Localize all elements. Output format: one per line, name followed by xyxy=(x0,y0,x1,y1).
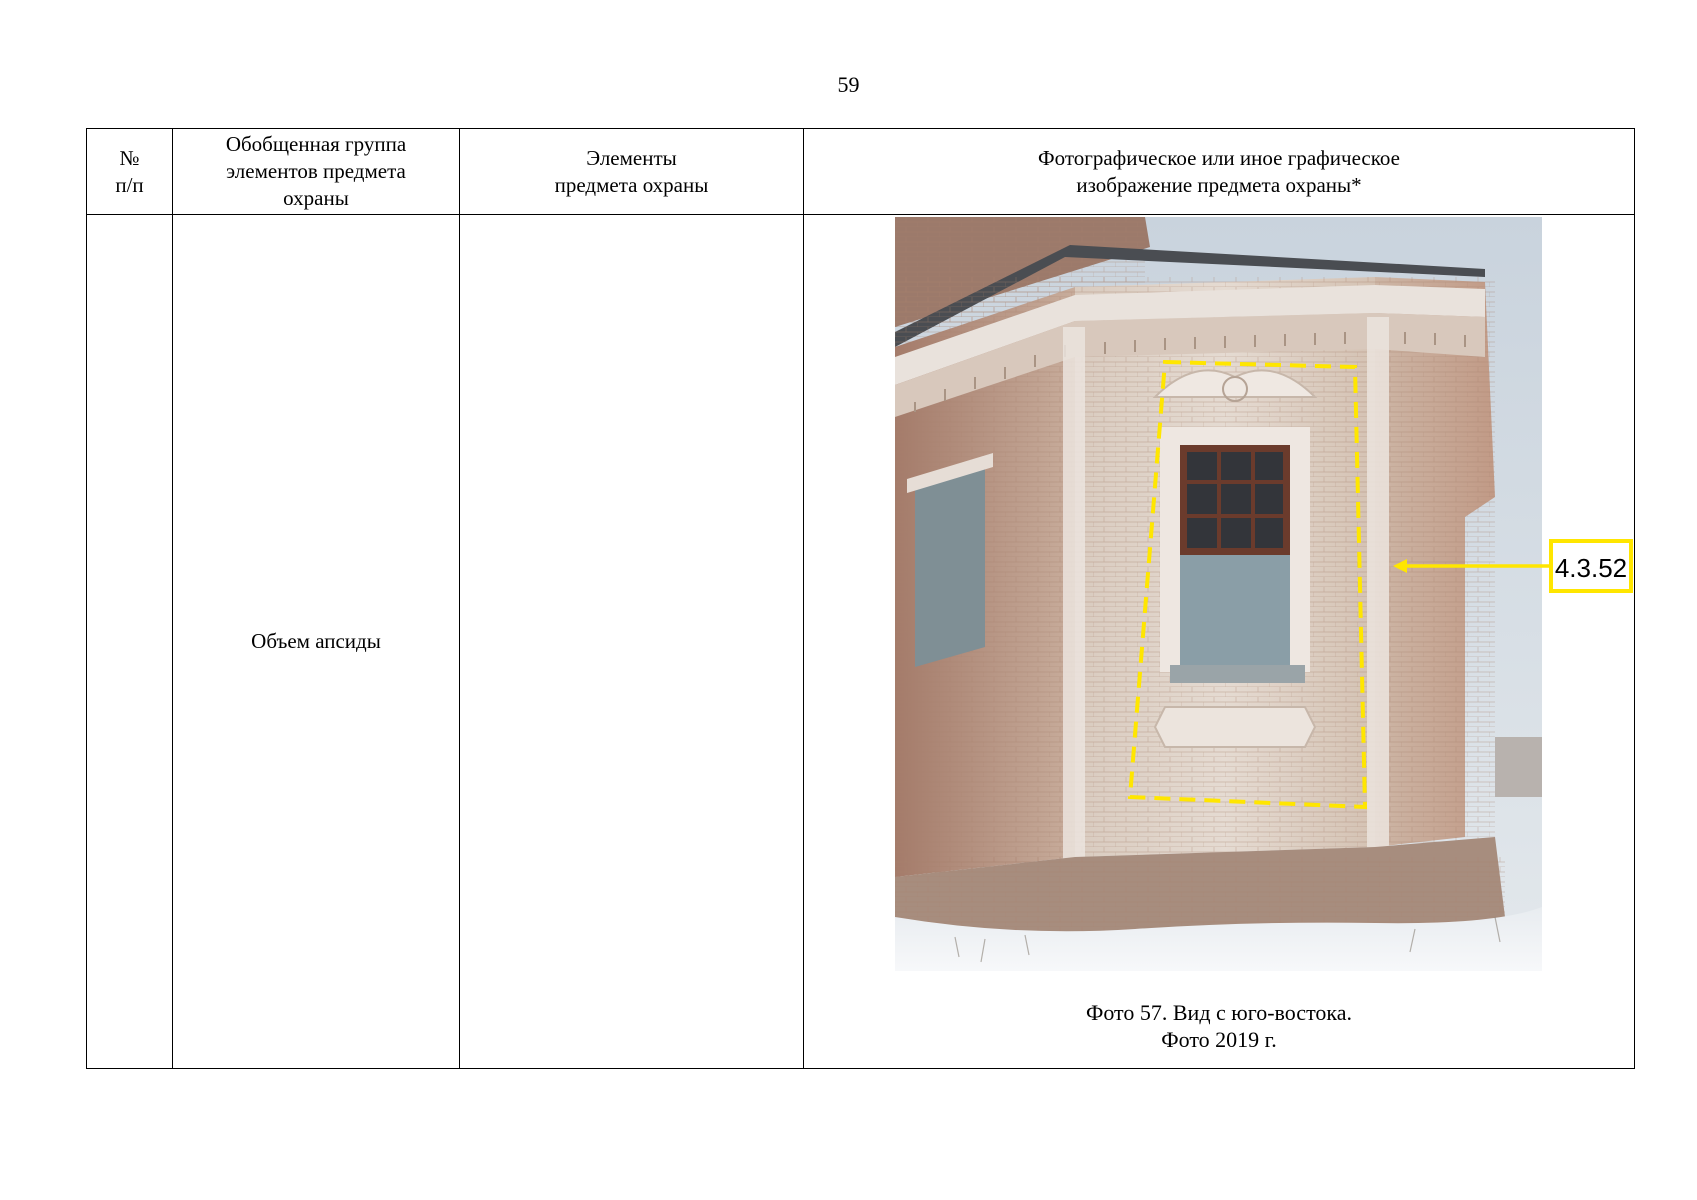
header-num xyxy=(87,129,173,215)
header-elements-line2: предмета охраны xyxy=(554,172,709,197)
caption-line2: Фото 2019 г. xyxy=(1161,1027,1277,1052)
header-elements xyxy=(460,129,804,215)
header-elements-line1: Элементы xyxy=(586,145,677,170)
cell-elements xyxy=(460,215,804,1069)
table-header-row xyxy=(87,129,1635,215)
header-group-line2: элементов предмета xyxy=(226,159,406,183)
header-image xyxy=(804,129,1635,215)
header-image-line1: Фотографическое или иное графическое xyxy=(1038,145,1400,170)
caption-line1: Фото 57. Вид с юго-востока. xyxy=(1085,1000,1353,1025)
page-number: 59 xyxy=(837,72,860,97)
callout-label: 4.3.52 xyxy=(1554,553,1628,583)
header-image-line2: изображение предмета охраны* xyxy=(1076,172,1362,197)
header-num-line1: № xyxy=(119,145,140,170)
header-group xyxy=(173,129,460,215)
cell-group: Объем апсиды xyxy=(173,215,460,1069)
header-num-line2: п/п xyxy=(115,172,144,197)
protection-table xyxy=(86,128,1635,1069)
table-row xyxy=(87,215,1635,1069)
header-group-line3: охраны xyxy=(283,186,349,210)
photo-caption xyxy=(804,999,1634,1053)
cell-photo xyxy=(804,215,1635,1069)
header-group-line1: Обобщенная группа xyxy=(225,132,407,156)
cell-num xyxy=(87,215,173,1069)
